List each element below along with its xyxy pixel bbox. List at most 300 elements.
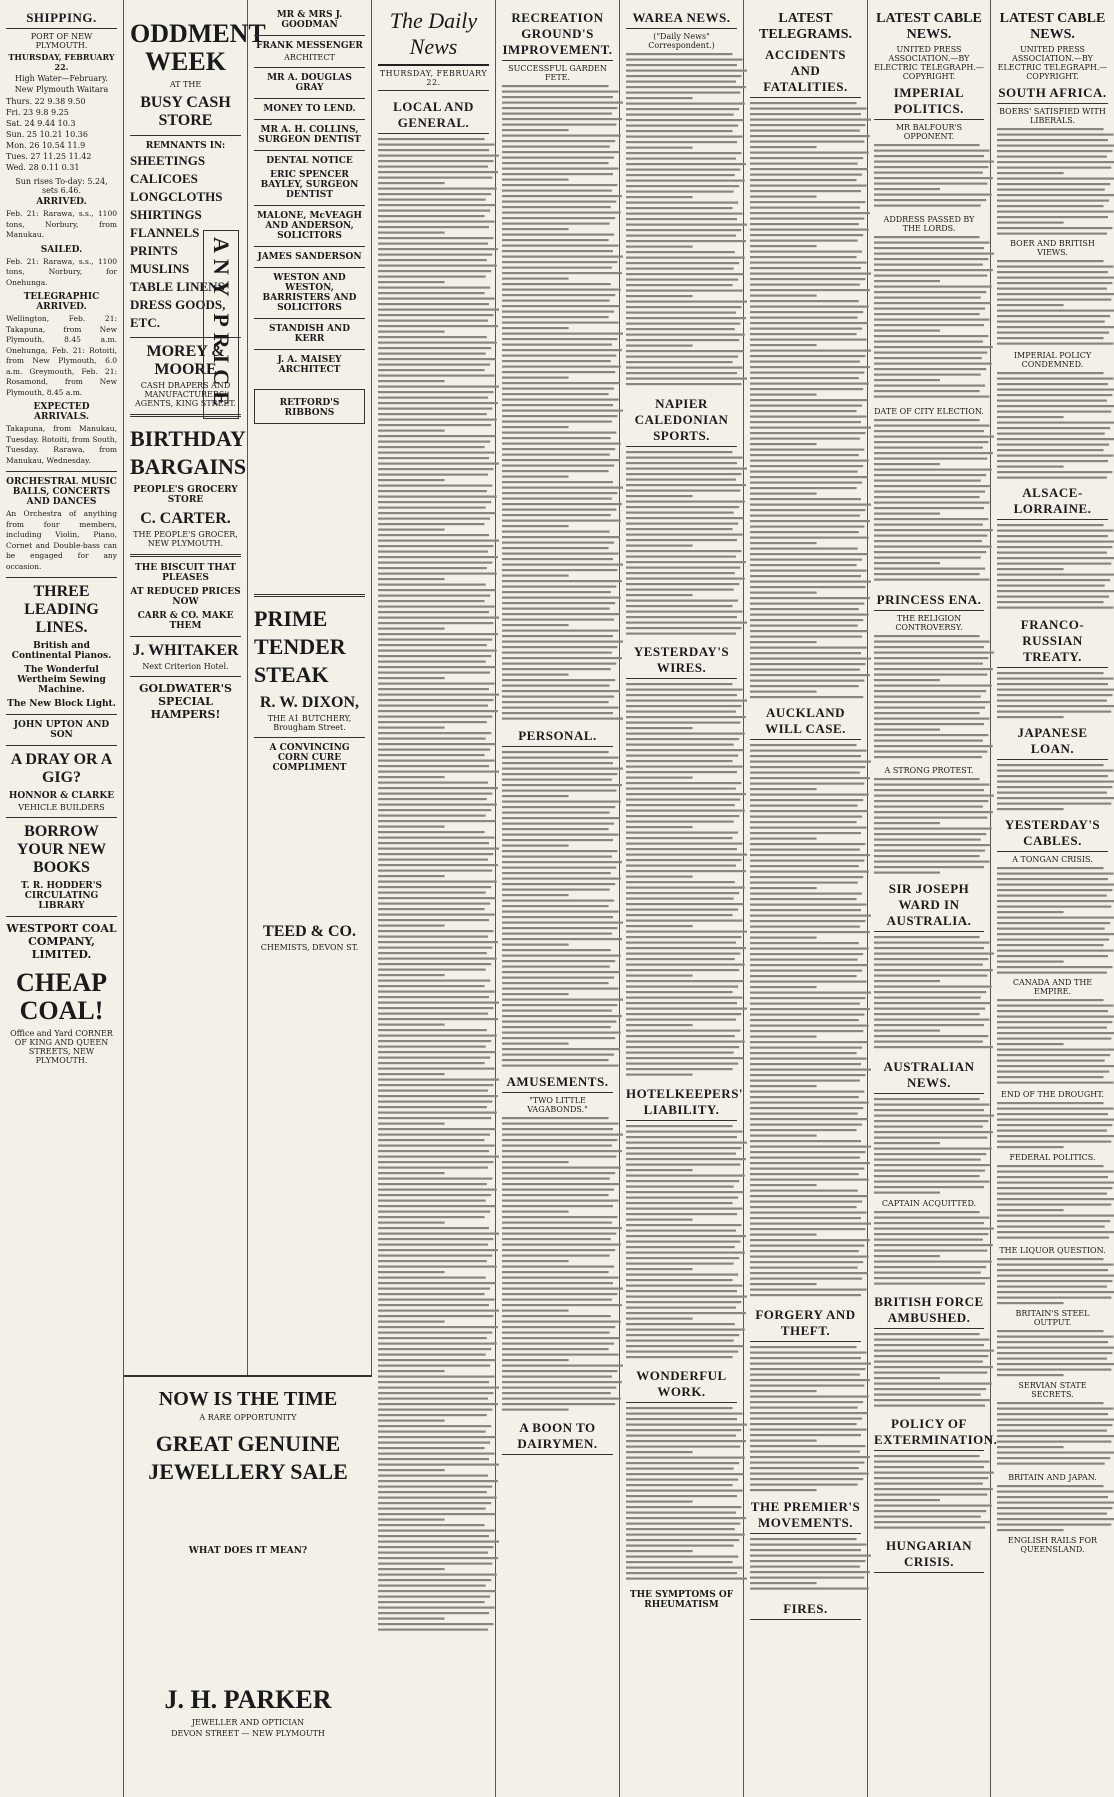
text-line <box>750 163 858 165</box>
text-line <box>997 764 1104 766</box>
text-line <box>502 718 623 720</box>
text-line <box>502 151 620 153</box>
text-line <box>750 641 817 643</box>
tide-row: Wed. 28 0.11 0.31 <box>6 163 80 172</box>
text-line <box>502 1004 617 1006</box>
text-line <box>626 191 734 193</box>
text-line <box>874 297 981 299</box>
ward-heading: SIR JOSEPH WARD IN AUSTRALIA. <box>874 881 984 932</box>
text-line <box>626 980 744 982</box>
hotel-body <box>626 1124 737 1364</box>
borrow-heading: BORROW YOUR NEW BOOKS <box>16 823 107 876</box>
text-line <box>378 226 489 228</box>
text-line <box>502 812 610 814</box>
text-line <box>378 1365 490 1367</box>
text-line <box>997 775 1108 777</box>
text-line <box>626 1318 693 1320</box>
text-line <box>997 585 1105 587</box>
liquor-heading: THE LIQUOR QUESTION. <box>999 1246 1106 1255</box>
text-line <box>502 459 620 461</box>
text-line <box>378 870 492 872</box>
whitaker: J. WHITAKER <box>132 642 239 659</box>
text-line <box>750 1278 862 1280</box>
text-line <box>874 374 981 376</box>
text-lines <box>997 1484 1108 1534</box>
text-line <box>750 1003 860 1005</box>
text-line <box>874 1277 991 1279</box>
text-line <box>997 1280 1112 1282</box>
text-line <box>626 114 734 116</box>
latest-telegrams-heading: LATEST TELEGRAMS. <box>759 11 852 42</box>
text-line <box>874 242 990 244</box>
text-line <box>626 1002 737 1004</box>
text-line <box>502 1194 609 1196</box>
text-lines <box>502 1116 613 1416</box>
text-line <box>874 756 982 758</box>
text-line <box>997 433 1105 435</box>
text-line <box>502 679 615 681</box>
text-line <box>750 1162 870 1164</box>
text-line <box>626 1213 737 1215</box>
westport-office: Office and Yard CORNER OF KING AND QUEEN STREETS, NEW PLYMOUTH. <box>10 1029 113 1065</box>
text-line <box>378 314 493 316</box>
at-the: AT THE <box>169 80 202 89</box>
text-line <box>378 1337 487 1339</box>
text-line <box>750 564 857 566</box>
text-line <box>874 247 984 249</box>
text-line <box>502 1299 612 1301</box>
text-line <box>378 1139 485 1141</box>
text-line <box>997 1108 1114 1110</box>
gray-ad: MR A. DOUGLAS GRAY <box>267 73 352 93</box>
text-line <box>626 920 743 922</box>
text-line <box>874 144 980 146</box>
text-line <box>997 1446 1064 1448</box>
text-line <box>626 777 693 779</box>
text-line <box>626 925 693 927</box>
body-text <box>997 671 1108 721</box>
divider <box>130 676 241 677</box>
text-line <box>626 506 739 508</box>
text-line <box>502 1326 615 1328</box>
text-line <box>874 991 986 993</box>
text-line <box>626 312 736 314</box>
text-line <box>626 1495 737 1497</box>
text-line <box>378 1073 445 1075</box>
text-lines <box>874 418 984 588</box>
text-line <box>626 964 745 966</box>
text-line <box>502 1183 620 1185</box>
text-line <box>378 771 499 773</box>
text-line <box>378 545 493 547</box>
text-line <box>626 550 741 552</box>
forgery-body <box>750 1345 861 1495</box>
text-line <box>997 260 1104 262</box>
text-line <box>750 1272 868 1274</box>
text-line <box>502 949 611 951</box>
body-text <box>997 1329 1108 1379</box>
text-line <box>378 1480 498 1482</box>
prime-steak: PRIME TENDER STEAK <box>254 606 346 687</box>
divider <box>254 35 365 36</box>
text-line <box>378 1194 491 1196</box>
tide-row: Tues. 27 11.25 11.42 <box>6 152 92 161</box>
text-line <box>626 572 735 574</box>
text-line <box>997 961 1064 963</box>
text-line <box>502 239 609 241</box>
text-line <box>626 859 741 861</box>
text-line <box>750 476 868 478</box>
text-line <box>874 1035 988 1037</box>
text-line <box>502 790 616 792</box>
text-line <box>750 1047 862 1049</box>
text-line <box>750 1085 817 1087</box>
text-line <box>874 1521 991 1523</box>
text-line <box>626 545 693 547</box>
text-line <box>502 355 616 357</box>
text-line <box>626 218 737 220</box>
text-line <box>997 792 1107 794</box>
text-line <box>378 490 487 492</box>
forgery-heading: FORGERY AND THEFT. <box>750 1307 861 1342</box>
text-line <box>997 546 1112 548</box>
text-line <box>378 1348 491 1350</box>
text-line <box>874 1126 983 1128</box>
column-recreation <box>496 0 620 1797</box>
text-line <box>874 1516 981 1518</box>
text-line <box>626 744 734 746</box>
text-line <box>874 975 987 977</box>
text-line <box>874 507 984 509</box>
text-line <box>874 1175 980 1177</box>
british-pianos: British and Continental Pianos. <box>11 641 112 661</box>
text-line <box>502 1354 619 1356</box>
text-line <box>626 1296 747 1298</box>
text-line <box>502 779 612 781</box>
text-line <box>378 677 445 679</box>
text-line <box>750 1352 867 1354</box>
divider <box>254 349 365 350</box>
text-line <box>874 822 940 824</box>
text-line <box>378 639 492 641</box>
text-line <box>997 716 1064 718</box>
premier-heading: THE PREMIER'S MOVEMENTS. <box>750 1499 861 1534</box>
teed-sub: CHEMISTS, DEVON ST. <box>260 943 359 952</box>
reduced-heading: AT REDUCED PRICES NOW <box>130 587 241 607</box>
text-line <box>502 966 610 968</box>
text-line <box>502 91 619 93</box>
text-line <box>378 1376 495 1378</box>
text-line <box>378 584 486 586</box>
text-line <box>378 1123 445 1125</box>
text-line <box>874 491 985 493</box>
text-line <box>750 975 857 977</box>
text-line <box>997 689 1114 691</box>
text-line <box>874 502 990 504</box>
text-line <box>874 177 993 179</box>
busy-cash-heading: BUSY CASH STORE <box>140 94 231 129</box>
text-line <box>378 1557 498 1559</box>
text-line <box>997 304 1064 306</box>
body-text <box>997 259 1108 349</box>
text-line <box>502 283 611 285</box>
text-line <box>874 936 980 938</box>
auckland-will-heading: AUCKLAND WILL CASE. <box>750 705 861 740</box>
text-line <box>997 1452 1114 1454</box>
text-line <box>502 1266 614 1268</box>
text-line <box>378 452 495 454</box>
text-line <box>750 542 817 544</box>
dixon-sub: THE A1 BUTCHERY, Brougham Street. <box>267 714 352 732</box>
text-line <box>378 1381 489 1383</box>
text-line <box>997 867 1104 869</box>
text-line <box>502 1376 612 1378</box>
text-line <box>750 251 862 253</box>
text-line <box>626 323 740 325</box>
text-line <box>750 399 868 401</box>
text-line <box>997 694 1112 696</box>
text-line <box>626 517 744 519</box>
text-line <box>378 578 445 580</box>
divider <box>6 577 117 578</box>
text-line <box>997 590 1114 592</box>
text-line <box>626 1457 745 1459</box>
text-line <box>626 1046 739 1048</box>
text-line <box>626 108 739 110</box>
text-line <box>378 1546 493 1548</box>
text-line <box>502 751 609 753</box>
text-line <box>874 685 992 687</box>
text-line <box>502 487 623 489</box>
divider <box>6 817 117 818</box>
text-line <box>874 1488 993 1490</box>
text-line <box>502 1387 616 1389</box>
text-line <box>502 1189 614 1191</box>
text-line <box>378 204 496 206</box>
text-line <box>750 1157 860 1159</box>
text-line <box>750 1179 869 1181</box>
text-line <box>750 1041 868 1043</box>
text-line <box>626 1446 740 1448</box>
text-line <box>502 1310 569 1312</box>
text-line <box>502 432 616 434</box>
text-line <box>997 1049 1114 1051</box>
protest-heading: A STRONG PROTEST. <box>884 766 974 775</box>
text-line <box>626 207 733 209</box>
text-line <box>626 749 744 751</box>
text-line <box>997 944 1104 946</box>
text-line <box>750 592 817 594</box>
text-line <box>502 806 615 808</box>
text-line <box>750 619 863 621</box>
text-line <box>750 482 862 484</box>
text-line <box>626 539 737 541</box>
masthead: The Daily News <box>378 6 489 66</box>
text-line <box>378 276 486 278</box>
text-line <box>874 1148 992 1150</box>
text-line <box>997 194 1114 196</box>
text-line <box>750 1363 871 1365</box>
text-line <box>750 685 859 687</box>
text-line <box>874 1266 986 1268</box>
text-line <box>378 1035 497 1037</box>
text-lines <box>997 866 1108 976</box>
text-line <box>750 394 817 396</box>
text-line <box>378 1046 486 1048</box>
text-line <box>378 1189 497 1191</box>
text-line <box>502 338 617 340</box>
text-line <box>626 1512 736 1514</box>
shipping-heading: SHIPPING. <box>6 10 117 29</box>
text-line <box>378 765 489 767</box>
text-line <box>502 834 619 836</box>
text-line <box>997 1146 1064 1148</box>
text-line <box>378 1062 485 1064</box>
text-line <box>378 1321 445 1323</box>
text-lines <box>874 1210 984 1290</box>
text-line <box>750 854 870 856</box>
text-line <box>874 341 983 343</box>
text-line <box>626 1556 738 1558</box>
text-line <box>750 761 871 763</box>
text-line <box>502 124 616 126</box>
text-line <box>750 1283 817 1285</box>
text-line <box>750 1124 862 1126</box>
text-line <box>626 1578 747 1580</box>
text-line <box>378 1315 493 1317</box>
birthday-heading: BIRTHDAY BARGAINS <box>130 426 247 479</box>
text-line <box>874 828 992 830</box>
text-line <box>626 1473 744 1475</box>
text-line <box>750 454 859 456</box>
text-line <box>502 1010 612 1012</box>
body-text <box>997 998 1108 1088</box>
text-line <box>502 993 569 995</box>
text-line <box>997 1135 1114 1137</box>
text-line <box>626 837 733 839</box>
text-line <box>626 914 733 916</box>
text-line <box>997 579 1110 581</box>
text-line <box>750 838 817 840</box>
text-line <box>997 601 1104 603</box>
text-line <box>378 1216 485 1218</box>
warea-heading: WAREA NEWS. <box>626 10 737 29</box>
text-line <box>997 1176 1108 1178</box>
text-line <box>626 633 736 635</box>
text-line <box>874 969 993 971</box>
text-line <box>502 1048 620 1050</box>
standish-ad: STANDISH AND KERR <box>268 324 351 344</box>
text-line <box>378 144 495 146</box>
latest-cable-heading-2: LATEST CABLE NEWS. <box>999 11 1106 42</box>
text-line <box>874 707 985 709</box>
text-line <box>997 895 1107 897</box>
text-line <box>750 1080 860 1082</box>
text-line <box>626 317 746 319</box>
text-line <box>502 823 614 825</box>
text-line <box>502 278 569 280</box>
text-line <box>750 1256 869 1258</box>
retford-ribbons: RETFORD'S RIBBONS <box>279 398 340 418</box>
text-line <box>750 1346 857 1348</box>
text-line <box>378 402 498 404</box>
text-line <box>626 279 738 281</box>
text-line <box>378 760 495 762</box>
text-line <box>626 119 744 121</box>
sailed-text: Feb. 21: Rarawa, s.s., 1100 tons, Norbury, for Onehunga. <box>6 256 117 287</box>
text-line <box>997 1485 1104 1487</box>
text-line <box>626 301 747 303</box>
text-line <box>378 1464 499 1466</box>
text-line <box>502 955 621 957</box>
text-line <box>502 272 622 274</box>
text-line <box>378 182 445 184</box>
text-line <box>378 628 445 630</box>
text-line <box>378 963 491 965</box>
text-line <box>874 1024 984 1026</box>
text-line <box>378 1524 485 1526</box>
text-line <box>874 1461 990 1463</box>
text-lines <box>997 127 1108 237</box>
text-line <box>997 1065 1114 1067</box>
text-line <box>626 1484 733 1486</box>
text-line <box>997 383 1108 385</box>
personal-body <box>502 750 613 1070</box>
text-line <box>378 958 497 960</box>
text-line <box>378 254 492 256</box>
text-line <box>750 1146 871 1148</box>
text-line <box>750 1201 862 1203</box>
text-lines <box>997 1164 1108 1244</box>
text-line <box>502 107 617 109</box>
column-warea <box>620 0 744 1797</box>
text-line <box>997 928 1105 930</box>
text-line <box>626 727 693 729</box>
text-line <box>378 1354 486 1356</box>
text-line <box>378 1293 485 1295</box>
text-line <box>750 306 869 308</box>
text-line <box>626 268 734 270</box>
port-title: PORT OF NEW PLYMOUTH. <box>30 32 93 50</box>
text-line <box>502 1392 611 1394</box>
text-line <box>502 371 615 373</box>
text-line <box>997 939 1109 941</box>
text-line <box>626 1030 740 1032</box>
divider <box>254 119 365 120</box>
text-line <box>750 766 865 768</box>
text-line <box>502 234 614 236</box>
text-line <box>750 190 861 192</box>
text-line <box>750 531 859 533</box>
text-line <box>626 1147 741 1149</box>
drought-heading: END OF THE DROUGHT. <box>1001 1090 1104 1099</box>
text-line <box>874 1505 992 1507</box>
text-line <box>378 391 493 393</box>
text-line <box>378 1629 488 1631</box>
text-line <box>502 569 617 571</box>
text-line <box>750 471 858 473</box>
body-text <box>997 763 1108 813</box>
text-line <box>502 410 623 412</box>
text-line <box>502 294 615 296</box>
text-line <box>874 663 983 665</box>
text-line <box>378 259 487 261</box>
hungarian-heading: HUNGARIAN CRISIS. <box>874 1538 984 1573</box>
text-lines <box>997 523 1108 613</box>
text-line <box>378 1249 498 1251</box>
text-line <box>997 1165 1104 1167</box>
text-line <box>750 777 870 779</box>
